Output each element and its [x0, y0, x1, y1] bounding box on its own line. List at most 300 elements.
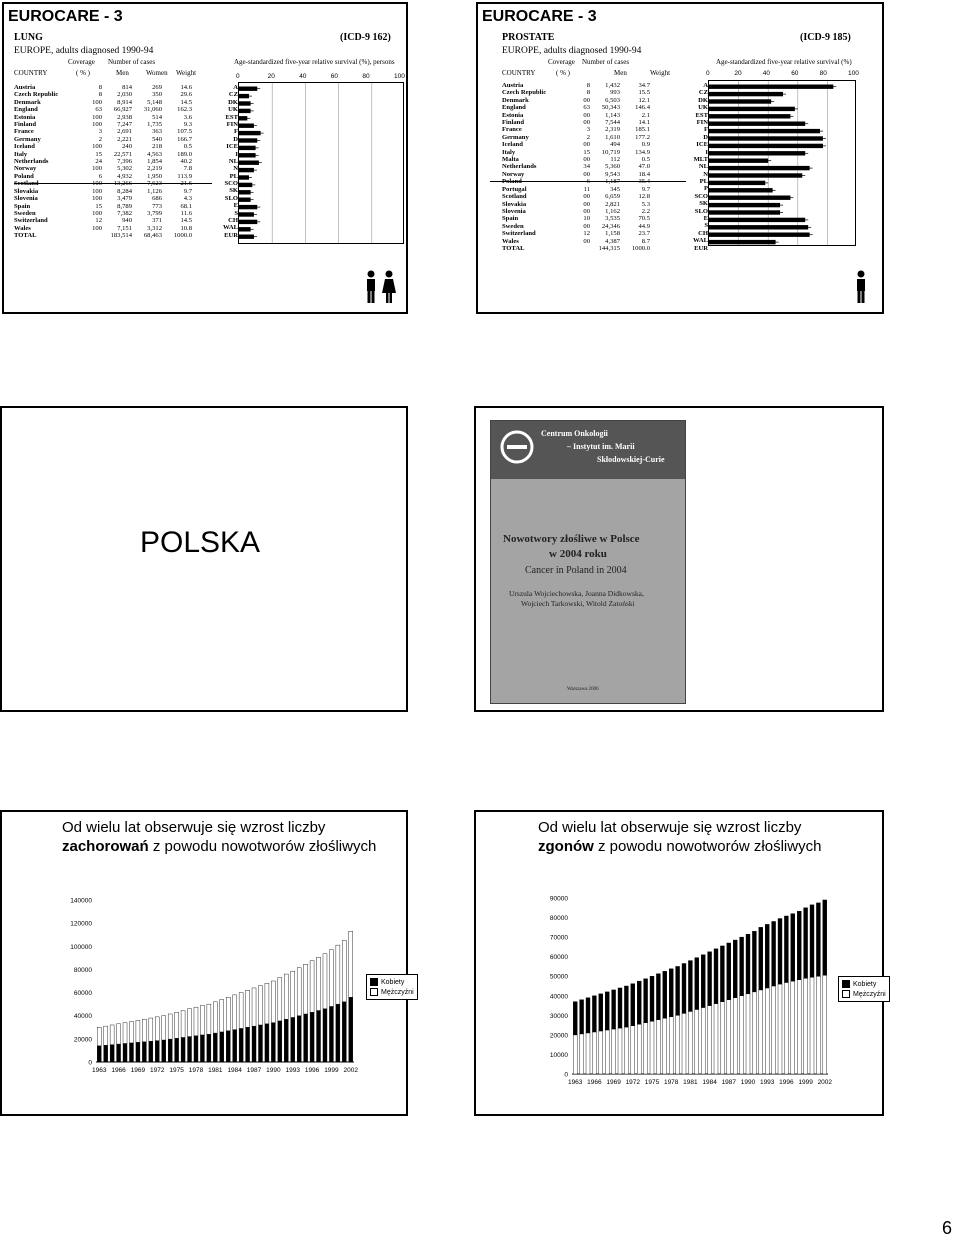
table-row — [12, 99, 194, 106]
bar-segment-mezczyzni — [580, 1034, 584, 1074]
col-men: Men — [116, 69, 129, 77]
value-cell: 1,143 — [605, 111, 620, 119]
y-tick-label: 70000 — [549, 934, 568, 942]
value-cell: 10 — [583, 215, 590, 223]
value-cell: 00 — [583, 170, 590, 178]
bar-segment-mezczyzni — [258, 986, 262, 1025]
country-cell: Netherlands — [14, 158, 49, 166]
country-cell: Portugal — [502, 185, 527, 193]
value-cell: 183,514 — [110, 232, 132, 240]
value-cell: 10.8 — [180, 224, 192, 232]
col-country: COUNTRY — [14, 69, 48, 77]
bar-segment-mezczyzni — [304, 964, 308, 1014]
x-tick-label: 2002 — [343, 1067, 358, 1074]
bar-segment-mezczyzni — [727, 1000, 731, 1074]
country-cell: France — [502, 126, 522, 134]
poland-separator — [490, 181, 686, 182]
bar-segment-mezczyzni — [278, 978, 282, 1021]
table-row — [12, 173, 194, 180]
incidence-line-2 — [62, 837, 402, 856]
table-row — [500, 104, 652, 111]
value-cell: 2.1 — [641, 111, 650, 119]
bar-segment-mezczyzni — [669, 1017, 673, 1074]
table-title: PROSTATE — [502, 32, 555, 43]
legend-swatch-mezczyzni — [370, 988, 378, 996]
value-cell: 7,247 — [117, 121, 132, 129]
value-cell: 100 — [92, 121, 102, 129]
book-authors-2: Wojciech Tarkowski, Witold Zatoński — [521, 599, 635, 608]
country-code: SLO — [224, 194, 238, 202]
bar-segment-mezczyzni — [207, 1004, 211, 1034]
icd-code: (ICD-9 185) — [800, 32, 851, 43]
bar-segment-mezczyzni — [637, 1024, 641, 1074]
country-code: D — [233, 135, 238, 143]
value-cell: 4,563 — [147, 150, 162, 158]
country-code: ICE — [226, 143, 238, 151]
bar-segment-kobiety — [162, 1040, 166, 1062]
bar-segment-mezczyzni — [213, 1002, 217, 1033]
country-code: ICE — [696, 141, 708, 149]
table-row — [12, 136, 194, 143]
survival-bar — [709, 85, 833, 89]
value-cell: 0.5 — [183, 143, 192, 151]
x-tick-label: 1984 — [227, 1067, 242, 1074]
bar-segment-kobiety — [284, 1019, 288, 1062]
mortality-line-2 — [538, 837, 878, 856]
bar-segment-kobiety — [669, 969, 673, 1017]
incidence-line-1: Od wielu lat obserwuje się wzrost liczby — [62, 819, 326, 836]
bar-segment-mezczyzni — [117, 1024, 121, 1044]
bar-segment-kobiety — [175, 1038, 179, 1062]
country-cell: Poland — [14, 172, 34, 180]
prostate-table — [500, 82, 652, 252]
bar-segment-mezczyzni — [592, 1032, 596, 1074]
bar-segment-kobiety — [682, 964, 686, 1014]
page-number: 6 — [941, 1218, 952, 1238]
table-row — [500, 163, 652, 170]
y-tick-label: 90000 — [549, 895, 568, 903]
bar-segment-kobiety — [142, 1042, 146, 1062]
y-tick-label: 0 — [564, 1071, 568, 1079]
value-cell: 8,789 — [117, 202, 132, 210]
survival-title: Age-standardized five-year relative survival (%), persons — [234, 58, 395, 66]
table-row — [12, 165, 194, 172]
survival-tick-label: 0 — [236, 73, 240, 80]
value-cell: 3,535 — [605, 215, 620, 223]
col-pct: ( % ) — [556, 69, 570, 77]
value-cell: 7,382 — [117, 209, 132, 217]
bar-segment-kobiety — [258, 1025, 262, 1062]
value-cell: 31,060 — [143, 106, 162, 114]
value-cell: 0.5 — [641, 156, 650, 164]
country-cell: Estonia — [14, 113, 36, 121]
bar-segment-mezczyzni — [162, 1016, 166, 1040]
bar-segment-mezczyzni — [149, 1018, 153, 1041]
value-cell: 2 — [98, 135, 102, 143]
value-cell: 7,396 — [117, 158, 132, 166]
mortality-legend — [838, 976, 890, 1002]
value-cell: 8,914 — [117, 98, 132, 106]
col-coverage: Coverage — [548, 58, 575, 66]
value-cell: 00 — [583, 200, 590, 208]
value-cell: 1000.0 — [173, 232, 192, 240]
bar-segment-mezczyzni — [271, 981, 275, 1023]
x-tick-label: 1981 — [208, 1067, 223, 1074]
value-cell: 34 — [583, 163, 590, 171]
bar-segment-kobiety — [644, 979, 648, 1023]
bar-segment-mezczyzni — [688, 1011, 692, 1074]
col-cases: Number of cases — [582, 58, 630, 66]
country-cell: Italy — [502, 148, 516, 156]
bar-segment-kobiety — [136, 1042, 140, 1062]
bar-segment-mezczyzni — [586, 1033, 590, 1074]
survival-tick-label: 40 — [299, 73, 307, 80]
bar-segment-kobiety — [720, 946, 724, 1002]
value-cell: 2,030 — [117, 91, 132, 99]
value-cell: 24 — [95, 158, 102, 166]
bar-segment-mezczyzni — [123, 1023, 127, 1044]
y-tick-label: 80000 — [549, 915, 568, 923]
bar-segment-mezczyzni — [618, 1028, 622, 1074]
survival-tick-label: 40 — [762, 70, 771, 77]
country-cell: Italy — [14, 150, 28, 158]
value-cell: 00 — [583, 156, 590, 164]
survival-bar — [709, 218, 805, 222]
legend-label-mezczyzni: Mężczyźni — [853, 990, 886, 998]
value-cell: 47.0 — [638, 163, 650, 171]
table-row — [12, 151, 194, 158]
survival-tick-label: 0 — [706, 70, 710, 77]
bar-segment-mezczyzni — [701, 1008, 705, 1074]
bar-segment-mezczyzni — [772, 986, 776, 1074]
value-cell: 1,610 — [605, 133, 620, 141]
y-tick-label: 40000 — [549, 993, 568, 1001]
value-cell: 371 — [152, 217, 162, 225]
book-authors-1: Urszula Wojciechowska, Joanna Didkowska, — [509, 589, 644, 598]
man-woman-icon — [362, 270, 398, 304]
bar-segment-kobiety — [310, 1012, 314, 1062]
bar-segment-mezczyzni — [759, 990, 763, 1074]
bar-segment-mezczyzni — [740, 996, 744, 1074]
value-cell: 2 — [586, 133, 590, 141]
y-tick-label: 30000 — [549, 1012, 568, 1020]
incidence-bold-word: zachorowań — [62, 838, 149, 855]
value-cell: 5,360 — [605, 163, 620, 171]
country-code: NL — [228, 157, 238, 165]
book-title-pl-2: w 2004 roku — [549, 548, 607, 560]
table-row — [12, 232, 194, 239]
bar-segment-kobiety — [239, 1028, 243, 1062]
table-row — [500, 215, 652, 222]
value-cell: 44.9 — [638, 222, 650, 230]
country-code: A — [703, 82, 708, 89]
bar-segment-kobiety — [342, 1002, 346, 1062]
value-cell: 3 — [586, 126, 590, 134]
value-cell: 4.3 — [183, 195, 192, 203]
table-row — [12, 210, 194, 217]
country-cell: Austria — [502, 82, 524, 89]
bar-segment-kobiety — [317, 1011, 321, 1062]
country-codes — [678, 82, 708, 252]
slide-header: EUROCARE - 3 — [8, 8, 123, 25]
value-cell: 9.7 — [641, 185, 650, 193]
table-row — [12, 91, 194, 98]
country-code: SK — [699, 200, 708, 208]
country-code: D — [703, 133, 708, 141]
bar-segment-mezczyzni — [200, 1005, 204, 1035]
country-code: CZ — [698, 89, 708, 97]
value-cell: 177.2 — [635, 133, 650, 141]
bar-segment-kobiety — [226, 1031, 230, 1062]
bar-segment-kobiety — [663, 971, 667, 1018]
bar-segment-mezczyzni — [323, 954, 327, 1009]
survival-tick-label: 20 — [267, 73, 275, 80]
country-cell: Denmark — [502, 96, 529, 104]
slide-prostate — [476, 2, 884, 314]
table-row — [500, 193, 652, 200]
country-cell: Iceland — [14, 143, 35, 151]
bar-segment-mezczyzni — [720, 1002, 724, 1074]
country-code: E — [703, 215, 708, 223]
bar-segment-kobiety — [727, 943, 731, 1000]
country-code: A — [233, 84, 238, 91]
institution-line-2: – Instytut im. Marii — [567, 442, 635, 451]
country-cell: TOTAL — [502, 244, 525, 252]
value-cell: 9.3 — [183, 121, 192, 129]
value-cell: 166.7 — [177, 135, 192, 143]
country-code: S — [234, 209, 238, 217]
value-cell: 540 — [152, 135, 162, 143]
bar-segment-kobiety — [220, 1032, 224, 1062]
bar-segment-mezczyzni — [175, 1012, 179, 1038]
table-subtitle: EUROPE, adults diagnosed 1990-94 — [14, 46, 154, 56]
incidence-legend — [366, 974, 418, 1000]
value-cell: 12.1 — [638, 96, 650, 104]
bar-segment-kobiety — [688, 961, 692, 1012]
x-tick-label: 1984 — [702, 1079, 717, 1086]
bar-segment-mezczyzni — [784, 982, 788, 1074]
legend-label-mezczyzni: Mężczyźni — [381, 988, 414, 996]
legend-item-kobiety — [842, 979, 886, 989]
bar-segment-kobiety — [733, 940, 737, 998]
survival-bar — [709, 129, 820, 133]
bar-segment-kobiety — [207, 1034, 211, 1062]
table-row — [12, 114, 194, 121]
survival-bar — [709, 92, 783, 96]
bar-segment-mezczyzni — [708, 1006, 712, 1074]
survival-chart — [238, 82, 404, 244]
country-cell: Norway — [14, 165, 37, 173]
slide-header: EUROCARE - 3 — [482, 8, 597, 25]
polska-label: POLSKA — [140, 526, 261, 559]
table-row — [12, 217, 194, 224]
x-tick-label: 1978 — [188, 1067, 204, 1074]
value-cell: 8 — [586, 89, 590, 97]
country-code: I — [705, 148, 708, 156]
value-cell: 2,938 — [117, 113, 132, 121]
bar-segment-mezczyzni — [656, 1020, 660, 1074]
bar-segment-kobiety — [265, 1024, 269, 1062]
value-cell: 14.5 — [180, 217, 192, 225]
table-row — [500, 186, 652, 193]
country-code: FIN — [696, 118, 708, 126]
x-tick-label: 1969 — [130, 1067, 146, 1074]
book-title-pl-1: Nowotwory złośliwe w Polsce — [503, 533, 640, 545]
value-cell: 107.5 — [177, 128, 192, 136]
value-cell: 2.2 — [641, 207, 650, 215]
table-row — [500, 223, 652, 230]
survival-title: Age-standardized five-year relative survival (%) — [716, 58, 852, 66]
table-row — [500, 201, 652, 208]
bar-segment-kobiety — [592, 996, 596, 1032]
x-tick-label: 1972 — [625, 1079, 641, 1086]
bar-segment-kobiety — [117, 1044, 121, 1062]
value-cell: 00 — [583, 237, 590, 245]
country-cell: Germany — [502, 133, 529, 141]
value-cell: 63 — [583, 104, 590, 112]
bar-segment-mezczyzni — [252, 988, 256, 1026]
survival-bar — [709, 122, 805, 126]
bar-segment-mezczyzni — [797, 980, 801, 1074]
value-cell: 1,126 — [147, 187, 162, 195]
table-row — [12, 143, 194, 150]
country-code: SCO — [694, 192, 708, 200]
bar-segment-kobiety — [297, 1016, 301, 1062]
bar-segment-kobiety — [624, 986, 628, 1027]
table-row — [500, 119, 652, 126]
survival-bar — [709, 181, 765, 185]
bar-segment-mezczyzni — [181, 1011, 185, 1038]
book-cover — [490, 420, 686, 704]
x-tick-label: 1999 — [798, 1079, 813, 1086]
icd-code: (ICD-9 162) — [340, 32, 391, 43]
table-row — [500, 89, 652, 96]
value-cell: 100 — [92, 98, 102, 106]
table-title: LUNG — [14, 32, 43, 43]
x-tick-label: 1987 — [721, 1079, 737, 1086]
bar-segment-mezczyzni — [142, 1019, 146, 1042]
bar-segment-kobiety — [605, 992, 609, 1030]
country-cell: Netherlands — [502, 163, 537, 171]
value-cell: 68,463 — [143, 232, 162, 240]
table-row — [12, 158, 194, 165]
table-row — [500, 245, 652, 252]
value-cell: 7,544 — [605, 119, 620, 127]
country-code: PL — [699, 178, 708, 186]
survival-bar — [709, 99, 771, 103]
incidence-chart — [52, 892, 358, 1078]
value-cell: 3,479 — [117, 195, 132, 203]
survival-bar — [709, 210, 780, 214]
value-cell: 11 — [583, 185, 590, 193]
x-tick-label: 1999 — [324, 1067, 339, 1074]
bar-segment-kobiety — [804, 908, 808, 978]
country-code: DK — [698, 96, 708, 104]
col-pct: ( % ) — [76, 69, 90, 77]
country-code: SCO — [224, 180, 238, 188]
book-title-en: Cancer in Poland in 2004 — [525, 565, 627, 576]
value-cell: 12 — [95, 217, 102, 225]
value-cell: 100 — [92, 187, 102, 195]
value-cell: 8 — [98, 91, 102, 99]
x-tick-label: 1993 — [285, 1067, 300, 1074]
y-tick-label: 40000 — [73, 1013, 92, 1021]
country-cell: Norway — [502, 170, 525, 178]
table-row — [12, 84, 194, 91]
value-cell: 269 — [152, 84, 162, 91]
table-row — [500, 171, 652, 178]
country-code: MLT — [693, 155, 708, 163]
value-cell: 8,284 — [117, 187, 132, 195]
bar-segment-kobiety — [778, 919, 782, 985]
country-cell: TOTAL — [14, 232, 37, 240]
bar-segment-mezczyzni — [239, 993, 243, 1029]
bar-segment-mezczyzni — [284, 974, 288, 1019]
survival-bar — [709, 144, 823, 148]
bar-segment-mezczyzni — [129, 1022, 133, 1043]
country-code: EST — [695, 111, 708, 119]
table-row — [12, 128, 194, 135]
survival-tick-label: 20 — [734, 70, 742, 77]
value-cell — [562, 245, 592, 252]
slide-lung — [2, 2, 408, 314]
value-cell: 00 — [583, 222, 590, 230]
bar-segment-kobiety — [656, 974, 660, 1020]
value-cell: 50,343 — [601, 104, 620, 112]
table-row — [12, 106, 194, 113]
bar-segment-kobiety — [631, 984, 635, 1026]
value-cell: 00 — [583, 193, 590, 201]
bar-segment-kobiety — [791, 914, 795, 981]
value-cell: 814 — [122, 84, 132, 91]
country-cell: Slovakia — [502, 200, 527, 208]
bar-segment-mezczyzni — [104, 1026, 108, 1045]
col-men: Men — [614, 69, 627, 77]
value-cell: 113.9 — [177, 172, 192, 180]
bar-segment-kobiety — [336, 1004, 340, 1062]
survival-bar — [709, 240, 776, 244]
bar-segment-kobiety — [810, 905, 814, 977]
value-cell: 100 — [92, 224, 102, 232]
country-cell: Spain — [502, 215, 519, 223]
bar-segment-mezczyzni — [765, 988, 769, 1074]
country-cell: Denmark — [14, 98, 41, 106]
x-tick-label: 1996 — [779, 1079, 794, 1086]
bar-segment-kobiety — [759, 927, 763, 990]
value-cell: 144,315 — [598, 244, 620, 252]
bar-segment-mezczyzni — [317, 957, 321, 1010]
value-cell: 5,302 — [117, 165, 132, 173]
bar-segment-kobiety — [752, 931, 756, 992]
bar-segment-kobiety — [149, 1041, 153, 1062]
y-tick-label: 120000 — [70, 920, 92, 928]
bar-segment-kobiety — [746, 934, 750, 994]
bar-segment-kobiety — [123, 1043, 127, 1062]
value-cell: 12 — [583, 230, 590, 238]
value-cell: 240 — [122, 143, 132, 151]
bar-segment-kobiety — [329, 1006, 333, 1062]
institution-line-3: Skłodowskiej-Curie — [597, 455, 665, 464]
x-tick-label: 1996 — [304, 1067, 320, 1074]
value-cell: 15.5 — [638, 89, 650, 97]
incidence-rest: z powodu nowotworów złośliwych — [148, 838, 377, 855]
bar-segment-kobiety — [701, 955, 705, 1008]
value-cell: 993 — [610, 89, 620, 97]
country-code: NL — [698, 163, 708, 171]
bar-segment-kobiety — [304, 1014, 308, 1062]
survival-tick-label: 80 — [819, 70, 827, 77]
survival-chart — [708, 80, 856, 246]
